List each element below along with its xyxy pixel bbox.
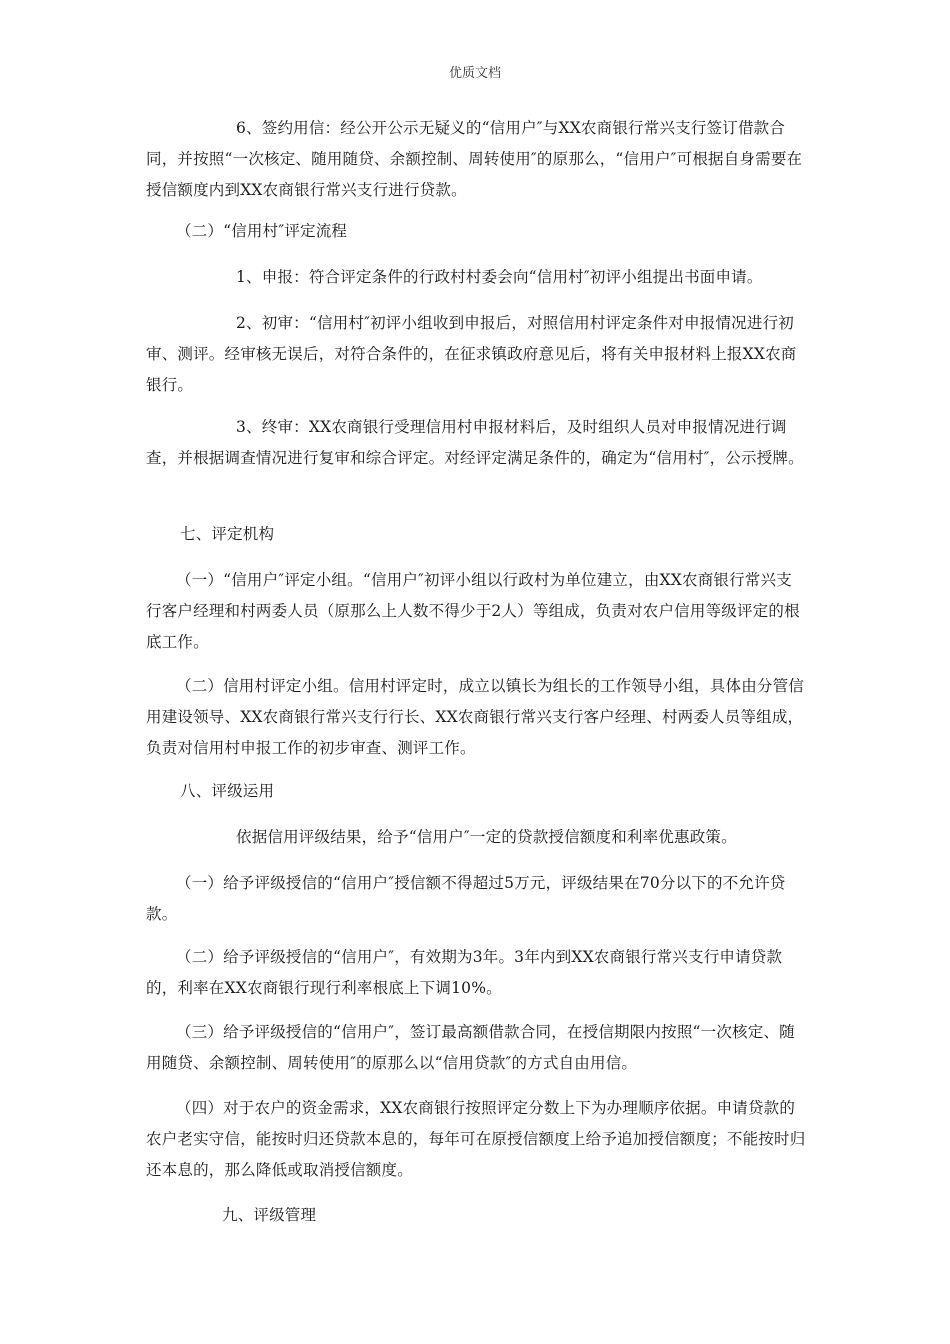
paragraph-rating-use: 依据信用评级结果，给予“信用户″一定的贷款授信额度和利率优惠政策。 <box>236 828 737 846</box>
heading-section-7: 七、评定机构 <box>180 525 275 543</box>
page-header: 优质文档 <box>448 66 501 81</box>
paragraph-final-review: 3、终审：XX农商银行受理信用村申报材料后，及时组织人员对申报情况进行调查，并根据调查情况进行复审和综合评定。对经评定满足条件的，确定为“信用村″，公示授牌。 <box>146 418 804 467</box>
paragraph-household-committee: （一）“信用户″评定小组。“信用户″初评小组以行政村为单位建立，由XX农商银行常兴支行客户经理和村两委人员（原那么上人数不得少于2人）等组成，负责对农户信用等级评定的根底工作。 <box>146 571 800 651</box>
paragraph-village-committee: （二）信用村评定小组。信用村评定时，成立以镇长为组长的工作领导小组，具体由分管信用建设领导、XX农商银行常兴支行行长、XX农商银行常兴支行客户经理、村两委人员等组成，负责对信用村申报工作的初步审查、测评工作。 <box>146 677 805 757</box>
paragraph-item-1: （一）给予评级授信的“信用户″授信额不得超过5万元，评级结果在70分以下的不允许贷款。 <box>146 874 786 923</box>
paragraph-item-2: （二）给予评级授信的“信用户″，有效期为3年。3年内到XX农商银行常兴支行申请贷款的，利率在XX农商银行现行利率根底上下调10%。 <box>146 948 783 997</box>
heading-section-8: 八、评级运用 <box>180 782 275 800</box>
paragraph-application: 1、申报：符合评定条件的行政村村委会向“信用村″初评小组提出书面申请。 <box>236 268 763 286</box>
paragraph-item-4: （四）对于农户的资金需求，XX农商银行按照评定分数上下为办理顺序依据。申请贷款的农户老实守信，能按时归还贷款本息的，每年可在原授信额度上给予追加授信额度；不能按时归还本息的，那么降低或取消授信额度。 <box>146 1099 806 1179</box>
paragraph-signing: 6、签约用信：经公开公示无疑义的“信用户″与XX农商银行常兴支行签订借款合同，并按照“一次核定、随用随贷、余额控制、周转使用″的原那么，“信用户″可根据自身需要在授信额度内到XX农商银行常兴支行进行贷款。 <box>146 119 803 199</box>
paragraph-item-3: （三）给予评级授信的“信用户″，签订最高额借款合同，在授信期限内按照“一次核定、随用随贷、余额控制、周转使用″的原那么以“信用贷款″的方式自由用信。 <box>146 1023 795 1072</box>
paragraph-preliminary-review: 2、初审：“信用村″初评小组收到申报后，对照信用村评定条件对申报情况进行初审、测评。经审核无误后，对符合条件的，在征求镇政府意见后，将有关申报材料上报XX农商银行。 <box>146 314 797 394</box>
heading-section-9: 九、评级管理 <box>222 1206 317 1224</box>
heading-credit-village-process: （二）“信用村″评定流程 <box>176 222 348 240</box>
